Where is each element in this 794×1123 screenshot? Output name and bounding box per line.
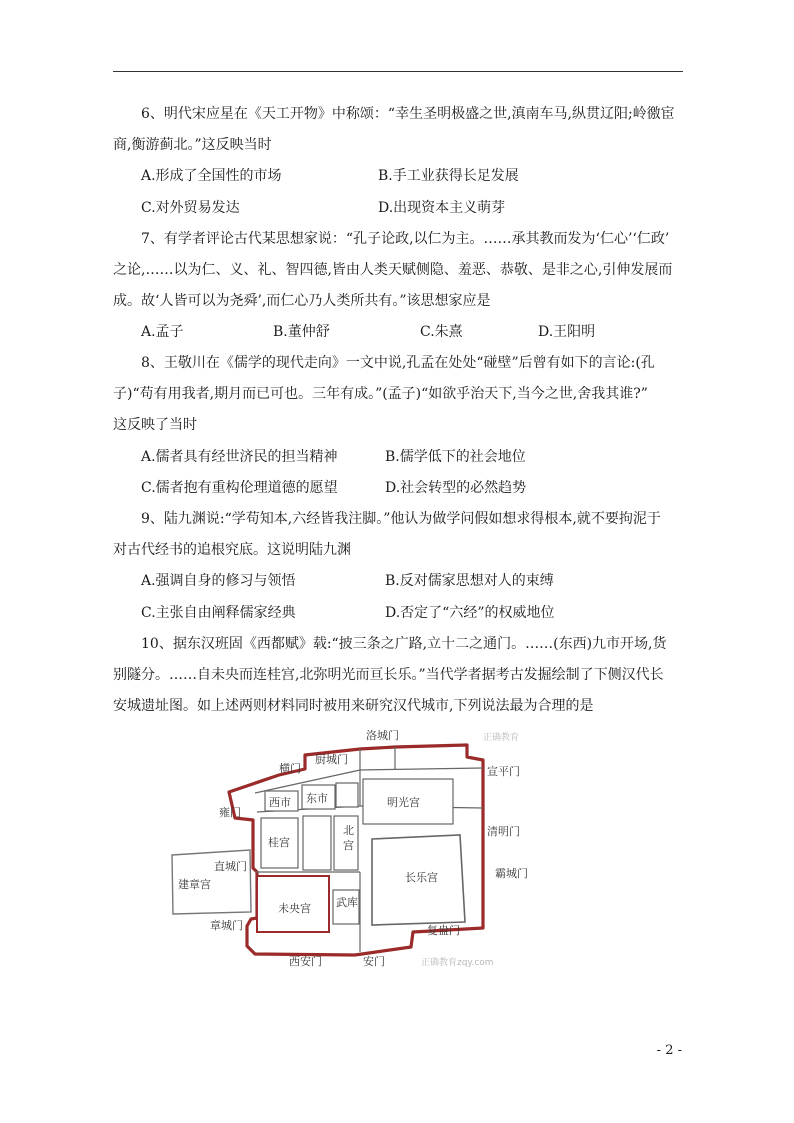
q10-line-1: 10、据东汉班固《西都赋》载:“披三条之广路,立十二之通门。……(东西)九市开场,货 [141, 636, 667, 652]
q6-option-c: C.对外贸易发达 [141, 200, 240, 216]
q8-option-c: C.儒者抱有重构伦理道德的愿望 [141, 480, 338, 496]
label-bei-2: 宫 [343, 839, 354, 852]
header-rule [113, 71, 683, 72]
label-bei-1: 北 [343, 824, 354, 837]
q7-line-3: 成。故‘人皆可以为尧舜’,而仁心乃人类所共有。”该思想家应是 [113, 293, 491, 309]
q8-line-3: 这反映了当时 [113, 417, 197, 433]
gate-chucheng: 厨城门 [315, 753, 348, 766]
label-gui: 桂宫 [268, 836, 290, 849]
q6-option-a: A.形成了全国性的市场 [141, 168, 282, 184]
label-wuku: 武库 [336, 896, 358, 909]
q7-line-2: 之论,……以为仁、义、礼、智四德,皆由人类天赋侧隐、羞恶、恭敬、是非之心,引伸发展而 [113, 262, 673, 278]
gate-zhangcheng: 章城门 [210, 919, 243, 932]
q7-option-c: C.朱熹 [420, 324, 463, 340]
q6-option-d: D.出现资本主义萌芽 [378, 200, 506, 216]
q10-line-3: 安城遗址图。如上述两则材料同时被用来研究汉代城市,下列说法最为合理的是 [113, 698, 594, 714]
q9-option-d: D.否定了“六经”的权威地位 [385, 605, 555, 621]
q9-option-b: B.反对儒家思想对人的束缚 [385, 573, 554, 589]
label-weiyang: 未央宫 [278, 902, 311, 915]
q8-option-d: D.社会转型的必然趋势 [385, 480, 527, 496]
q7-option-a: A.孟子 [141, 324, 184, 340]
q6-option-b: B.手工业获得长足发展 [378, 168, 519, 184]
page-number: - 2 - [656, 1043, 682, 1058]
q10-line-2: 别隧分。……自未央而连桂宫,北弥明光而亘长乐。”当代学者据考古发掘绘制了下侧汉代长 [113, 667, 664, 683]
q9-line-1: 9、陆九渊说:“学苟知本,六经皆我注脚。”他认为做学问假如想求得根本,就不要拘泥于 [141, 511, 661, 527]
gate-zhicheng: 直城门 [214, 860, 247, 873]
bei-palace-box [303, 816, 331, 870]
q7-option-b: B.董仲舒 [273, 324, 330, 340]
gate-qingming: 清明门 [487, 825, 520, 838]
q9-option-c: C.主张自由阐释儒家经典 [141, 605, 296, 621]
watermark-bottom: 正确教育zqy.com [421, 958, 494, 968]
gate-xian: 西安门 [289, 955, 322, 968]
gate-bacheng: 霸城门 [495, 867, 528, 880]
q8-option-b: B.儒学低下的社会地位 [385, 449, 526, 465]
q8-option-a: A.儒者具有经世济民的担当精神 [141, 449, 338, 465]
label-xishi: 西市 [269, 796, 291, 809]
label-changle: 长乐宫 [405, 871, 438, 884]
watermark-top: 正确教育 [483, 733, 520, 743]
q6-line-1: 6、明代宋应星在《天工开物》中称颂：“幸生圣明极盛之世,滇南车马,纵贯辽阳;岭徼宦 [141, 106, 675, 122]
gate-xuanping: 宣平门 [487, 765, 520, 778]
q7-line-1: 7、有学者评论古代某思想家说：“孔子论政,以仁为主。……承其教而发为‘仁心’‘仁政’ [141, 231, 670, 247]
q9-line-2: 对古代经书的追根究底。这说明陆九渊 [113, 542, 351, 558]
gate-heng: 横门 [279, 762, 301, 775]
q8-line-2: 子)“苟有用我者,期月而已可也。三年有成。”(孟子)“如欲乎治天下,当今之世,舍我其谁?” [113, 386, 648, 402]
q8-line-1: 8、王敬川在《儒学的现代走向》一文中说,孔孟在处处“碰壁”后曾有如下的言论:(孔 [141, 355, 655, 371]
gate-fuang: 复盎门 [427, 924, 460, 937]
changan-site-map [165, 722, 545, 972]
label-dongshi: 东市 [306, 792, 328, 805]
gate-an: 安门 [363, 955, 385, 968]
gate-luocheng: 洛城门 [366, 729, 399, 742]
market-annex-box [336, 783, 358, 807]
label-mingguang: 明光宫 [387, 796, 420, 809]
q7-option-d: D.王阳明 [538, 324, 596, 340]
gate-yong: 雍门 [219, 806, 241, 819]
label-jianzhang: 建章宫 [178, 878, 211, 891]
q9-option-a: A.强调自身的修习与领悟 [141, 573, 296, 589]
q6-line-2: 商,衡游蓟北。”这反映当时 [113, 137, 272, 153]
